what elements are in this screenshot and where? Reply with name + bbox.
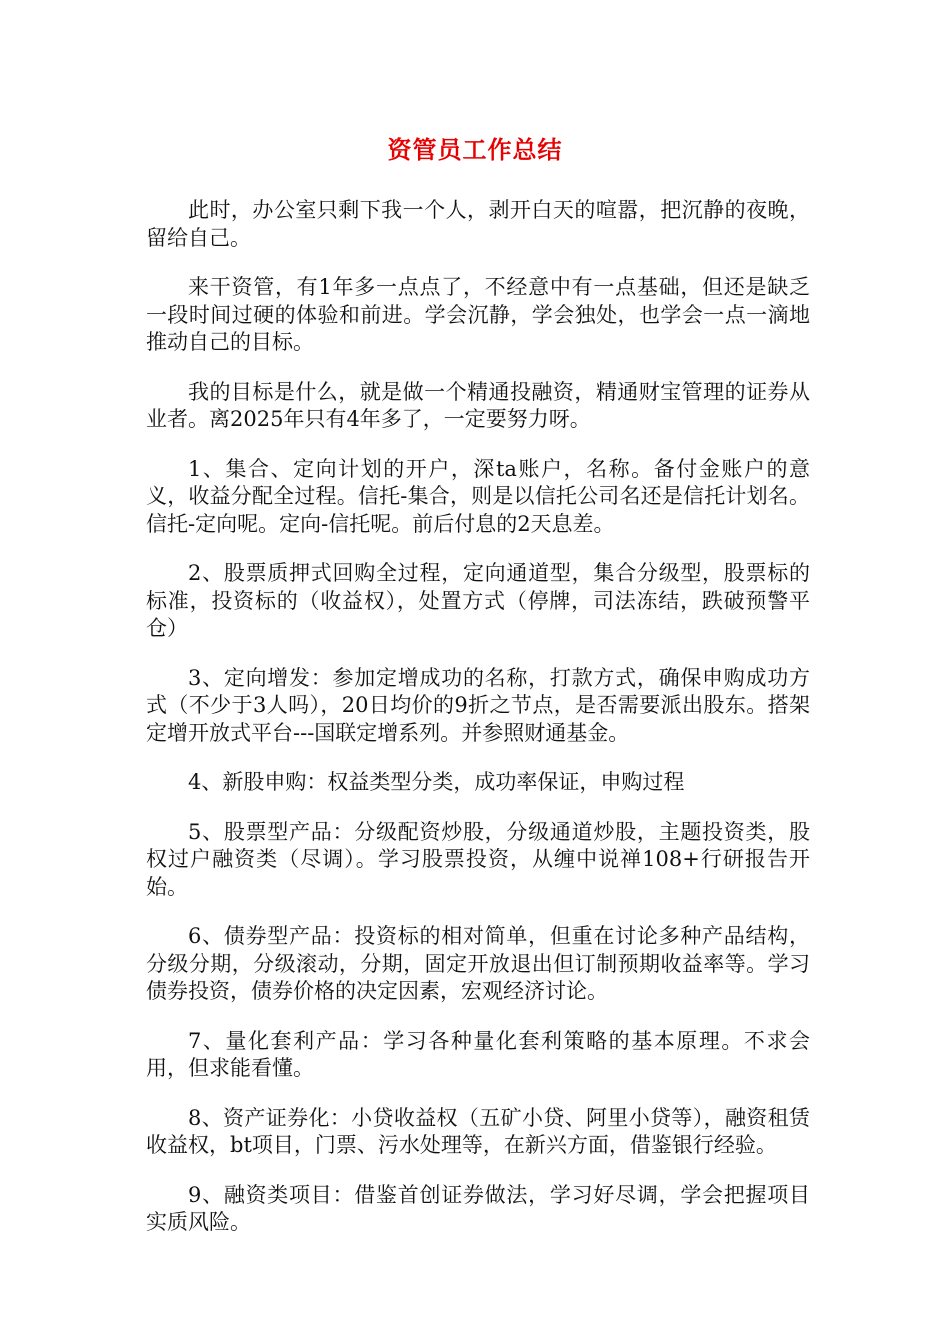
document-body bbox=[146, 197, 810, 1259]
paragraph: 此时，办公室只剩下我一个人，剥开白天的喧嚣，把沉静的夜晚，留给自己。 bbox=[146, 198, 810, 250]
paragraph: 来干资管，有1年多一点点了，不经意中有一点基础，但还是缺乏一段时间过硬的体验和前进。学会沉静，学会独处，也学会一点一滴地推动自己的目标。 bbox=[146, 275, 810, 354]
paragraph: 我的目标是什么，就是做一个精通投融资，精通财宝管理的证券从业者。离2025年只有4年多了，一定要努力呀。 bbox=[146, 379, 810, 431]
paragraph: 3、定向增发：参加定增成功的名称，打款方式，确保申购成功方式（不少于3人吗），20日均价的9折之节点，是否需要派出股东。搭架定增开放式平台---国联定增系列。并参照财通基金。 bbox=[146, 665, 810, 745]
paragraph: 2、股票质押式回购全过程，定向通道型，集合分级型，股票标的标准，投资标的（收益权），处置方式（停牌，司法冻结，跌破预警平仓） bbox=[146, 561, 810, 640]
paragraph: 6、债券型产品：投资标的相对简单，但重在讨论多种产品结构，分级分期，分级滚动，分期，固定开放退出但订制预期收益率等。学习债券投资，债券价格的决定因素，宏观经济讨论。 bbox=[146, 924, 810, 1003]
paragraph: 5、股票型产品：分级配资炒股，分级通道炒股，主题投资类，股权过户融资类（尽调）。学习股票投资，从缠中说禅108+行研报告开始。 bbox=[146, 819, 810, 899]
paragraph: 7、量化套利产品：学习各种量化套利策略的基本原理。不求会用，但求能看懂。 bbox=[146, 1028, 810, 1080]
paragraph: 9、融资类项目：借鉴首创证券做法，学习好尽调，学会把握项目实质风险。 bbox=[146, 1182, 810, 1234]
paragraph: 8、资产证券化：小贷收益权（五矿小贷、阿里小贷等），融资租赁收益权，bt项目，门票、污水处理等，在新兴方面，借鉴银行经验。 bbox=[146, 1105, 810, 1157]
document-title: 资管员工作总结 bbox=[387, 136, 563, 164]
paragraph: 4、新股申购：权益类型分类，成功率保证，申购过程 bbox=[188, 770, 685, 794]
paragraph: 1、集合、定向计划的开户，深ta账户，名称。备付金账户的意义，收益分配全过程。信托-集合，则是以信托公司名还是信托计划名。信托-定向呢。定向-信托呢。前后付息的2天息差。 bbox=[146, 456, 810, 536]
